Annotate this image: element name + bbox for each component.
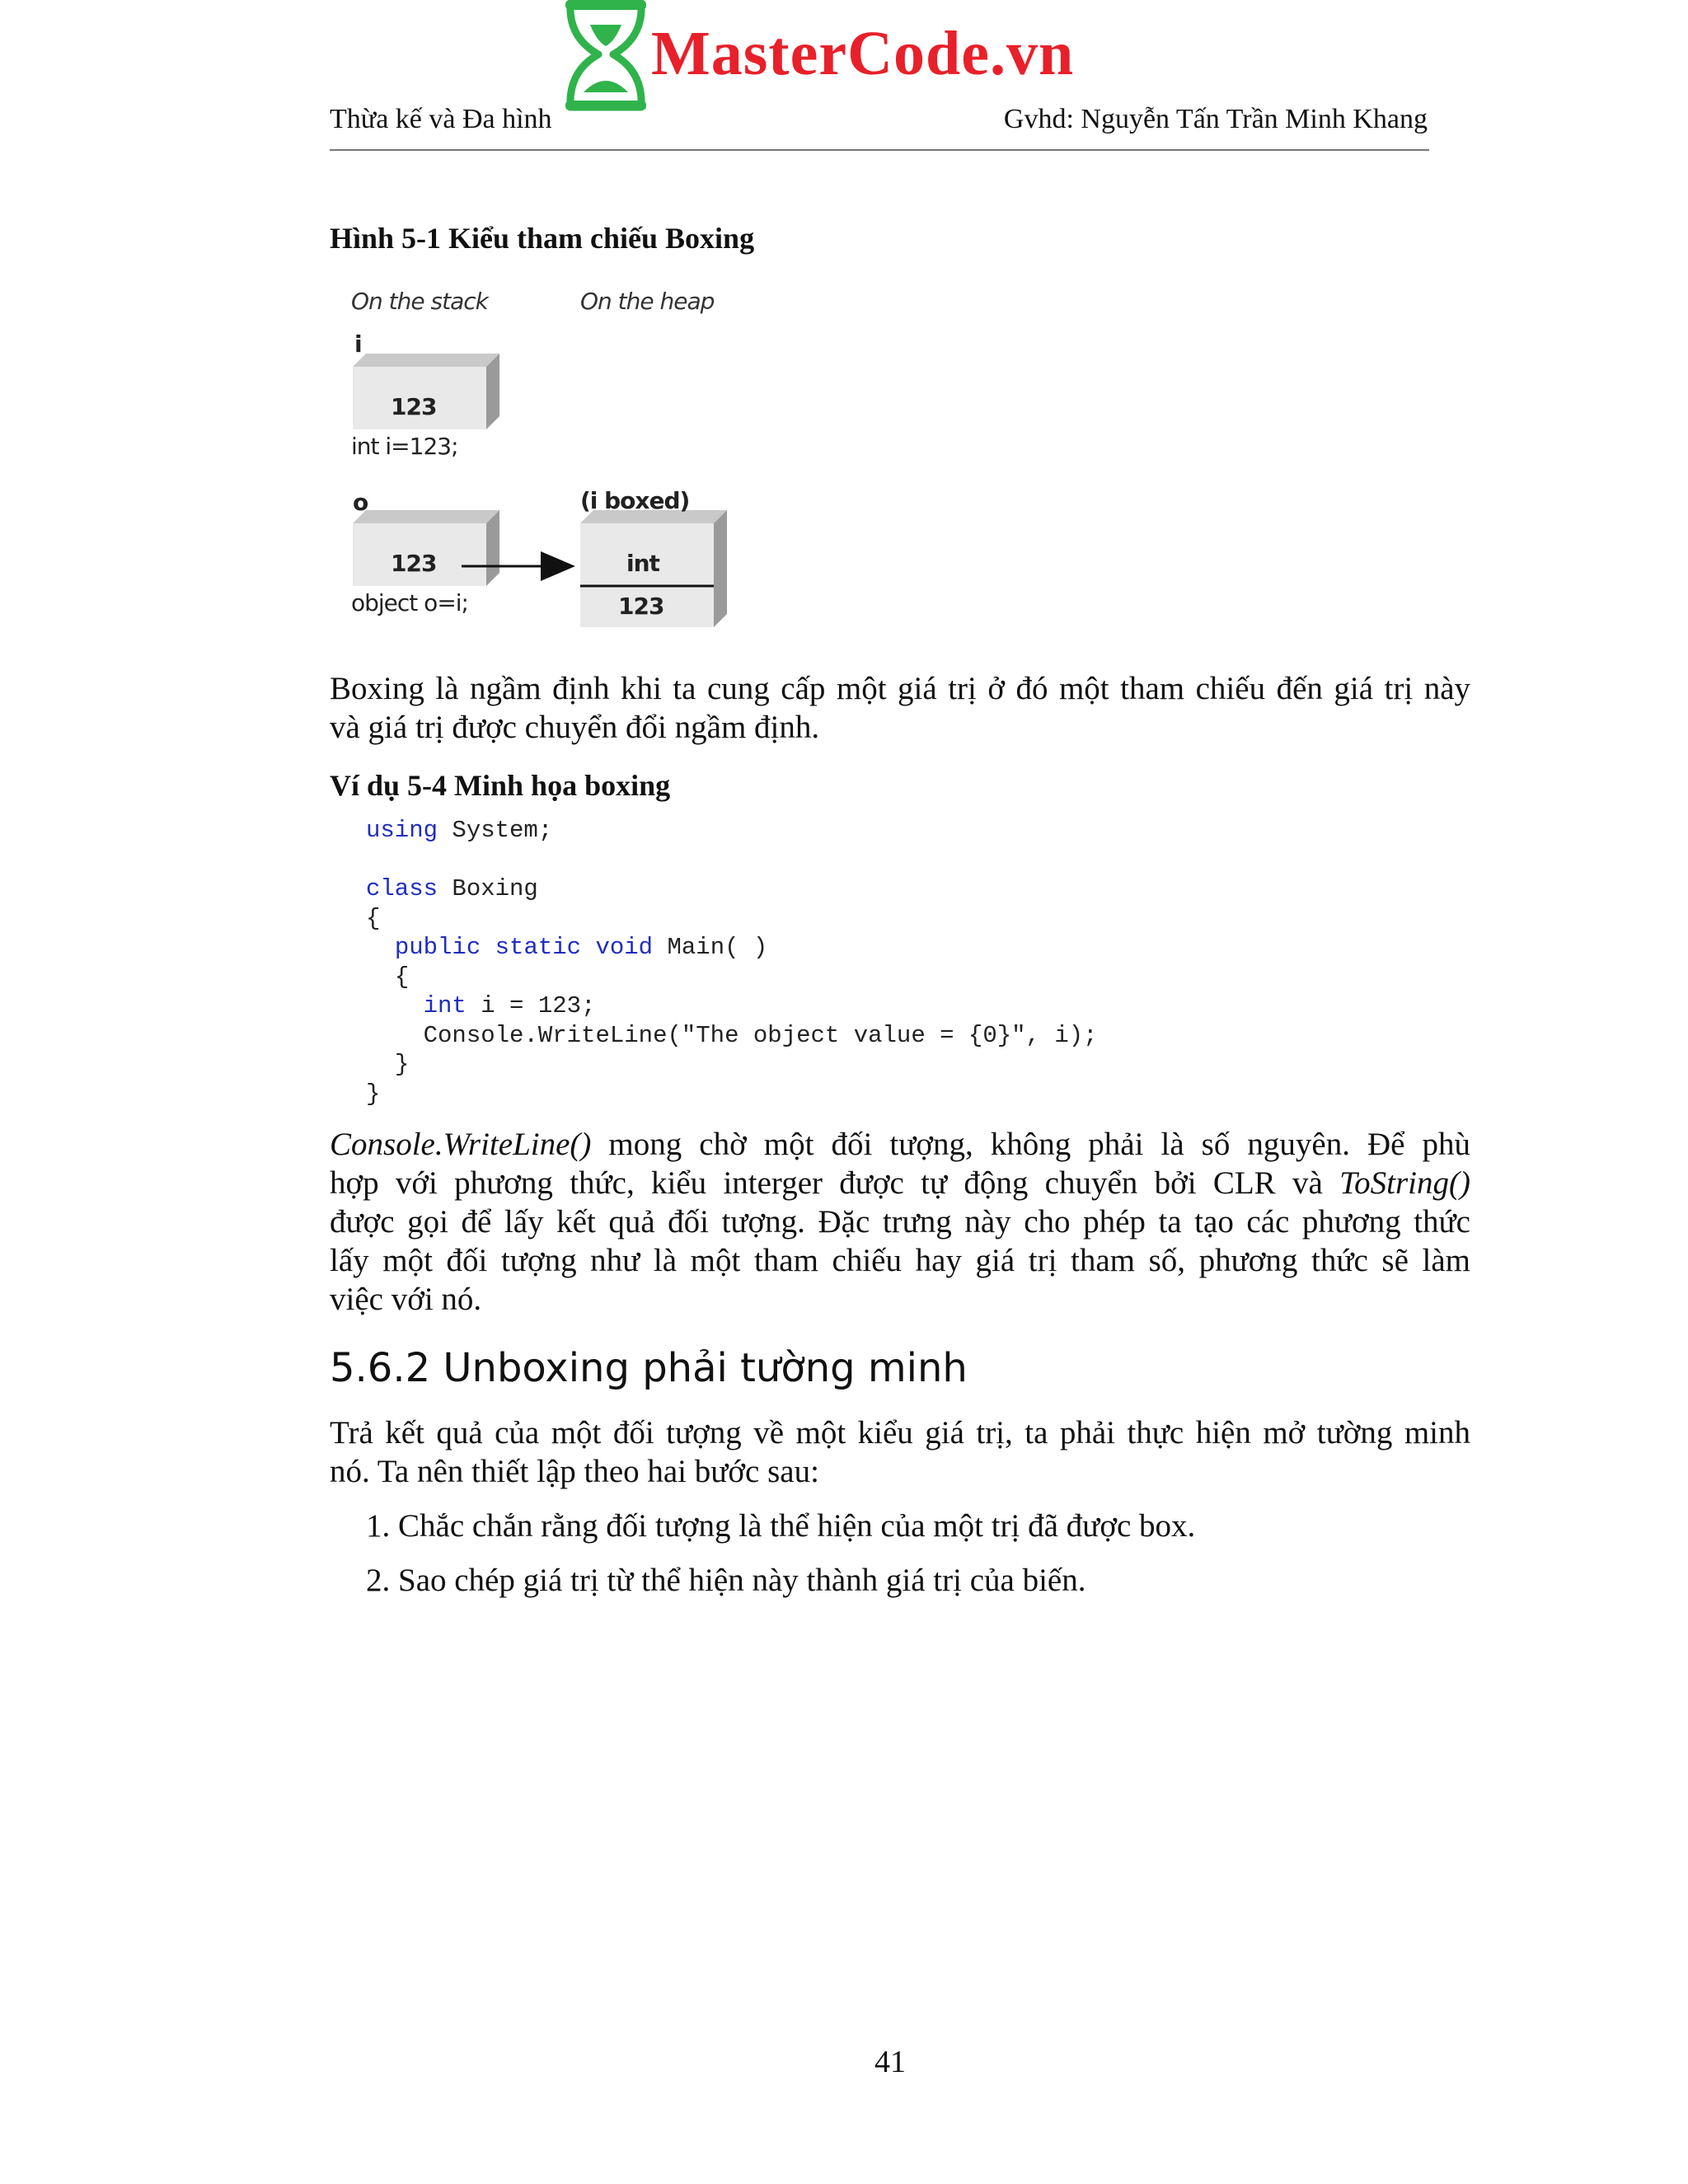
text-run: hợp với phương thức, kiểu interger được tự động chuyển bởi CLR và — [330, 1165, 1340, 1201]
var-o-label: o — [353, 489, 368, 516]
diagram-shapes — [346, 284, 742, 639]
code-listing — [366, 816, 1098, 1108]
code-text: Main( ) — [653, 934, 768, 961]
paragraph-line: và giá trị được chuyển đổi ngầm định. — [330, 710, 820, 745]
code-text: Console.WriteLine("The object value = {0}", i); — [423, 1021, 1098, 1049]
paragraph-line: Boxing là ngầm định khi ta cung cấp một giá trị ở đó một tham chiếu đến giá trị này — [330, 671, 1470, 706]
section-heading: 5.6.2 Unboxing phải tường minh — [330, 1345, 968, 1391]
code-text: } — [366, 1080, 381, 1108]
boxing-diagram — [346, 284, 742, 639]
figure-caption: Hình 5-1 Kiểu tham chiếu Boxing — [330, 222, 755, 255]
o-value: 123 — [391, 550, 437, 577]
paragraph-console-writeline — [330, 1125, 1470, 1319]
inline-code-italic: Console.WriteLine() — [330, 1127, 592, 1162]
var-i-label: i — [354, 330, 362, 358]
list-item: 2. Sao chép giá trị từ thể hiện này thành giá trị của biến. — [366, 1563, 1086, 1598]
paragraph-line: việc với nó. — [330, 1282, 482, 1317]
code-text: i = 123; — [466, 992, 596, 1019]
logo-text: MasterCode.vn — [651, 19, 1075, 88]
code-keyword: int — [423, 992, 467, 1019]
o-declaration: object o=i; — [351, 589, 468, 616]
i-value: 123 — [391, 393, 437, 420]
heap-label: On the heap — [580, 288, 715, 315]
paragraph-line — [330, 1125, 1470, 1164]
header-chapter-title: Thừa kế và Đa hình — [330, 104, 552, 134]
code-text: System; — [438, 817, 553, 844]
list-item: 1. Chắc chắn rằng đối tượng là thể hiện của một trị đã được box. — [366, 1508, 1196, 1544]
paragraph-line — [330, 1164, 1470, 1202]
code-text: Boxing — [438, 875, 538, 902]
inline-code-italic: ToString() — [1339, 1165, 1470, 1201]
hourglass-icon — [565, 0, 646, 110]
code-text: { — [394, 963, 410, 991]
boxed-label: (i boxed) — [580, 487, 690, 514]
stack-label: On the stack — [351, 288, 488, 315]
code-keyword: public static void — [394, 934, 654, 961]
header-instructor: Gvhd: Nguyễn Tấn Trần Minh Khang — [1003, 104, 1428, 134]
paragraph-unboxing-intro — [330, 1413, 1470, 1491]
code-text: } — [394, 1051, 410, 1078]
boxed-type: int — [626, 550, 659, 577]
boxed-value: 123 — [618, 593, 664, 620]
header-divider — [330, 149, 1429, 151]
paragraph-line: Trả kết quả của một đối tượng về một kiểu giá trị, ta phải thực hiện mở tường minh — [330, 1415, 1470, 1451]
code-text: { — [366, 904, 381, 932]
code-keyword: using — [366, 817, 438, 844]
paragraph-line: lấy một đối tượng như là một tham chiếu hay giá trị tham số, phương thức sẽ làm — [330, 1243, 1470, 1278]
i-declaration: int i=123; — [351, 433, 458, 460]
page-number: 41 — [874, 2045, 906, 2079]
paragraph-line: nó. Ta nên thiết lập theo hai bước sau: — [330, 1454, 819, 1489]
text-run: mong chờ một đối tượng, không phải là số nguyên. Để phù — [591, 1127, 1470, 1162]
example-caption: Ví dụ 5-4 Minh họa boxing — [330, 769, 671, 802]
paragraph-line: được gọi để lấy kết quả đối tượng. Đặc trưng này cho phép ta tạo các phương thức — [330, 1204, 1470, 1240]
code-keyword: class — [366, 875, 438, 902]
paragraph-boxing-intro — [330, 669, 1470, 747]
